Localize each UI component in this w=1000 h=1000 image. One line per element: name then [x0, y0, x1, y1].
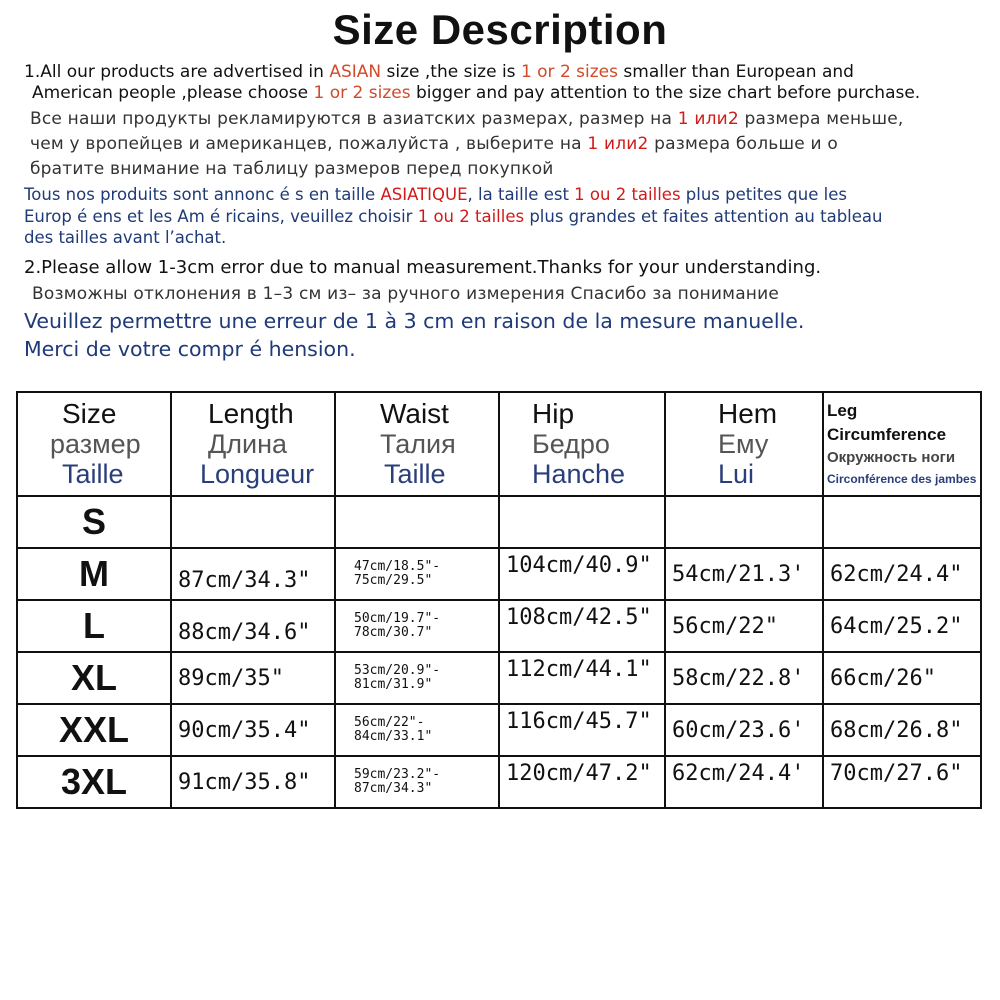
hem-cell	[665, 496, 823, 548]
table-row	[17, 548, 981, 600]
table-header-row	[17, 392, 981, 496]
hip-cell: 108cm/42.5"	[499, 600, 665, 652]
size-cell: 3XL	[17, 756, 171, 808]
header-waist: Waist Талия Taille	[335, 392, 499, 496]
length-cell: 91cm/35.8"	[171, 756, 335, 808]
note1-ru-line2: чем у вропейцев и американцев, пожалуйста , выберите на 1 или2 размера больше и о	[30, 134, 838, 154]
leg-cell: 66cm/26"	[823, 652, 981, 704]
table-row	[17, 600, 981, 652]
leg-cell: 62cm/24.4"	[823, 548, 981, 600]
leg-cell	[823, 496, 981, 548]
hem-cell: 54cm/21.3'	[665, 548, 823, 600]
hip-cell	[499, 496, 665, 548]
note1-fr-line3: des tailles avant l’achat.	[24, 228, 227, 247]
waist-cell: 50cm/19.7"- 78cm/30.7"	[335, 600, 499, 652]
note1-fr-line2: Europ é ens et les Am é ricains, veuillez choisir 1 ou 2 tailles plus grandes et faites attention au tableau	[24, 206, 883, 226]
table-row	[17, 756, 981, 808]
waist-cell: 47cm/18.5"- 75cm/29.5"	[335, 548, 499, 600]
note1-en-line1: 1.All our products are advertised in ASIAN size ,the size is 1 or 2 sizes smaller than European and	[24, 62, 854, 82]
header-leg-circumference: Leg Circumference Окружность ноги Circonférence des jambes	[823, 392, 981, 496]
table-row	[17, 652, 981, 704]
size-cell: L	[17, 600, 171, 652]
note1-ru-line3: братите внимание на таблицу размеров перед покупкой	[30, 159, 554, 179]
length-cell: 88cm/34.6"	[171, 600, 335, 652]
leg-cell: 68cm/26.8"	[823, 704, 981, 756]
size-cell: M	[17, 548, 171, 600]
note2-fr-line1: Veuillez permettre une erreur de 1 à 3 cm en raison de la mesure manuelle.	[24, 308, 805, 333]
note2-en: 2.Please allow 1-3cm error due to manual measurement.Thanks for your understanding.	[24, 256, 822, 278]
length-cell	[171, 496, 335, 548]
header-hem: Hem Ему Lui	[665, 392, 823, 496]
hem-cell: 60cm/23.6'	[665, 704, 823, 756]
note1-en-line2: American people ,please choose 1 or 2 sizes bigger and pay attention to the size chart before purchase.	[32, 83, 921, 103]
note1-fr-line1: Tous nos produits sont annonc é s en taille ASIATIQUE, la taille est 1 ou 2 tailles plus petites que les	[24, 185, 847, 204]
table-row	[17, 496, 981, 548]
length-cell: 90cm/35.4"	[171, 704, 335, 756]
length-cell: 87cm/34.3"	[171, 548, 335, 600]
note1-ru-line1: Все наши продукты рекламируются в азиатских размерах, размер на 1 или2 размера меньше,	[30, 109, 904, 129]
leg-cell: 70cm/27.6"	[823, 756, 981, 808]
waist-cell	[335, 496, 499, 548]
waist-cell: 56cm/22"- 84cm/33.1"	[335, 704, 499, 756]
length-cell: 89cm/35"	[171, 652, 335, 704]
hip-cell: 116cm/45.7"	[499, 704, 665, 756]
page-title: Size Description	[332, 6, 668, 53]
notes	[24, 60, 994, 360]
hem-cell: 58cm/22.8'	[665, 652, 823, 704]
header-length: Length Длина Longueur	[171, 392, 335, 496]
size-cell: S	[17, 496, 171, 548]
hem-cell: 56cm/22"	[665, 600, 823, 652]
hem-cell: 62cm/24.4'	[665, 756, 823, 808]
note2-fr-line2: Merci de votre compr é hension.	[24, 337, 356, 361]
leg-cell: 64cm/25.2"	[823, 600, 981, 652]
header-hip: Hip Бедро Hanche	[499, 392, 665, 496]
waist-cell: 53cm/20.9"- 81cm/31.9"	[335, 652, 499, 704]
waist-cell: 59cm/23.2"- 87cm/34.3"	[335, 756, 499, 808]
hip-cell: 120cm/47.2"	[499, 756, 665, 808]
hip-cell: 104cm/40.9"	[499, 548, 665, 600]
size-cell: XL	[17, 652, 171, 704]
header-size: Size размер Taille	[17, 392, 171, 496]
note2-ru: Возможны отклонения в 1–3 см из– за ручного измерения Спасибо за понимание	[32, 283, 780, 304]
size-cell: XXL	[17, 704, 171, 756]
size-chart-table	[16, 391, 982, 809]
hip-cell: 112cm/44.1"	[499, 652, 665, 704]
table-row	[17, 704, 981, 756]
